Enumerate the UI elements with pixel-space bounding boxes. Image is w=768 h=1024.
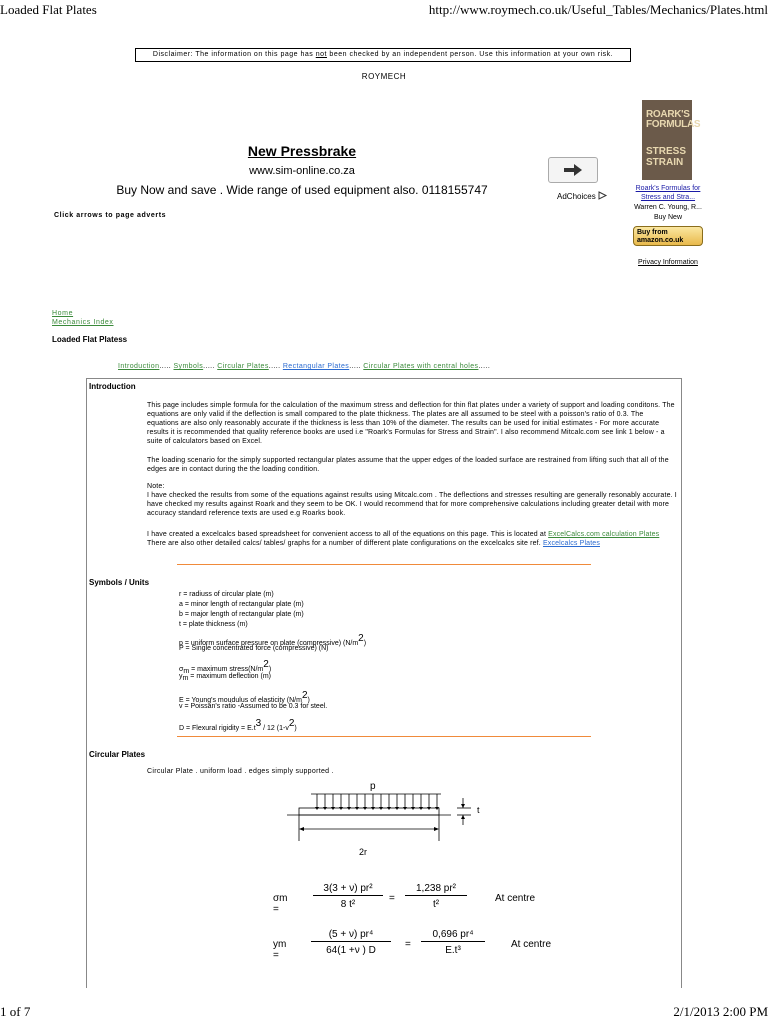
f2-fraction-bar-2 — [421, 941, 485, 942]
section-divider — [177, 564, 591, 565]
f1-location: At centre — [495, 893, 536, 904]
intro-paragraph-4 — [147, 530, 677, 548]
ad-description[interactable]: Buy Now and save . Wide range of used equipment also. 0118155747 — [116, 183, 488, 197]
book-title-link[interactable]: Roark's Formulas for Stress and Stra... — [635, 185, 701, 201]
symbol-close: ) — [307, 697, 310, 704]
f2-numerator: (5 + ν) pr⁴ — [328, 929, 374, 940]
f2-numerator-2: 0,696 pr⁴ — [432, 929, 474, 940]
symbol-p-text: p = uniform surface pressure on plate (compressive) (N/m — [179, 640, 359, 647]
sigma-symbol: σ — [179, 666, 184, 673]
toc-circular-holes[interactable]: Circular Plates with central holes — [363, 363, 479, 370]
symbol-E-text: E = Young's moudulus of elasticity (N/m — [179, 697, 302, 704]
print-header-url: http://www.roymech.co.uk/Useful_Tables/Mechanics/Plates.html — [428, 2, 768, 17]
y-symbol: y — [179, 673, 183, 680]
mechanics-index-link[interactable]: Mechanics Index — [52, 319, 114, 326]
toc-introduction[interactable]: Introduction — [118, 363, 160, 370]
symbol-a: a = minor length of rectangular plate (m) — [179, 601, 304, 608]
toc-sep: ..... — [159, 363, 172, 370]
excelcalcs-calc-link[interactable]: ExcelCalcs.com calculation Plates — [548, 531, 660, 538]
book-cover-subtitle: STRESS STRAIN — [646, 146, 687, 168]
f2-denominator: 64(1 +ν ) D — [326, 945, 376, 956]
site-name: ROYMECH — [361, 72, 407, 81]
f1-fraction-bar — [313, 895, 383, 896]
superscript: 3 — [255, 718, 262, 729]
toc-sep: ..... — [478, 363, 491, 370]
symbol-close: ) — [294, 725, 297, 732]
superscript: 2 — [301, 690, 308, 701]
symbols-heading: Symbols / Units — [89, 578, 150, 587]
f2-fraction-bar — [311, 941, 391, 942]
symbol-close: ) — [268, 666, 272, 673]
symbol-v: v = Poissan's ratio -Assumed to be 0.3 for steel. — [179, 703, 328, 710]
intro-p4-text: I have created a excelcalcs based spreadsheet for convenient access to all of the equations on this page. This is located at — [147, 531, 549, 538]
ad-title[interactable]: New Pressbrake — [247, 143, 357, 159]
symbol-D-text: D = Flexural rigidity = E.t — [179, 725, 256, 732]
print-footer-datetime: 2/1/2013 2:00 PM — [673, 1004, 768, 1019]
symbol-t: t = plate thickness (m) — [179, 621, 248, 628]
adchoices-label: AdChoices — [557, 192, 596, 201]
f1-denominator: 8 t² — [340, 899, 356, 910]
section-divider — [177, 736, 591, 737]
circular-plates-heading: Circular Plates — [89, 750, 146, 759]
print-header-title: Loaded Flat Plates — [0, 2, 97, 17]
symbol-y — [179, 673, 271, 682]
buy-new-label: Buy New — [653, 214, 682, 221]
book-author: Warren C. Young, R... — [634, 204, 702, 211]
symbol-D — [179, 718, 297, 732]
privacy-link[interactable]: Privacy Information — [638, 259, 698, 266]
symbol-close: ) — [363, 640, 367, 647]
book-cover-image[interactable] — [642, 100, 701, 180]
adchoices-icon — [598, 191, 607, 200]
f2-equals: = — [405, 939, 411, 950]
ad-url[interactable]: www.sim-online.co.za — [249, 165, 355, 177]
f1-denominator-2: t² — [432, 899, 440, 910]
excelcalcs-plates-link[interactable]: Excelcalcs Plates — [542, 540, 600, 547]
print-footer-page: 1 of 7 — [0, 1004, 31, 1019]
superscript: 2 — [358, 633, 364, 644]
symbol-P: P = Single concentrated force (compressive) (N) — [179, 645, 329, 652]
book-cover-title: ROARK'S FORMULAS — [646, 109, 701, 130]
symbol-y-text: = maximum deflection (m) — [188, 673, 272, 680]
disclaimer-not: not — [315, 51, 327, 58]
symbol-r: r = radiuss of circular plate (m) — [179, 591, 274, 598]
symbol-b: b = major length of rectangular plate (m) — [179, 611, 304, 618]
subscript: m — [182, 675, 189, 682]
introduction-heading: Introduction — [89, 382, 136, 391]
disclaimer-text-end: been checked by an independent person. Use this information at your own risk. — [326, 51, 614, 58]
intro-note-label: Note: — [147, 483, 165, 490]
toc-sep: ..... — [203, 363, 215, 370]
table-of-contents — [118, 363, 490, 370]
buy-amazon-button[interactable]: Buy from amazon.co.uk — [633, 226, 703, 246]
intro-paragraph-2: The loading scenario for the simply supported rectangular plates assume that the upper edges of the loaded surface are restrained from lifting such that all of the edges are in contact during the the loading condition. — [147, 457, 669, 473]
f1-numerator-2: 1,238 pr² — [415, 883, 457, 894]
circular-caption: Circular Plate . uniform load . edges simply supported . — [147, 768, 334, 775]
home-link[interactable]: Home — [52, 310, 74, 317]
plate-diagram — [287, 777, 487, 863]
diagram-label-p: p — [370, 781, 376, 792]
diagram-label-2r: 2r — [359, 847, 368, 857]
f1-equals: = — [389, 893, 395, 904]
disclaimer-text: Disclaimer: The information on this page has — [152, 51, 316, 58]
ad-next-button[interactable] — [548, 157, 598, 183]
subscript: m — [183, 668, 190, 675]
intro-paragraph-1: This page includes simple formula for the calculation of the maximum stress and deflection for thin flat plates under a variety of support and loading conditons. The equations are only valid if the deflection is small compared to the plate thickness. The plates are all assumed to be steel with a poisson's ratio of 0.3. The equations are also only reasonably accurate if the thickness is less than 10% of the diameter. The results can be used for initial estimates - For more accurate results it is recommended that quality reference books are used i.e "Roark's Formulas for Stress and Strain". I also recommend Mitcalc.com see link 1 below - a suite of calculators based on Excel. — [147, 402, 675, 445]
toc-circular-plates[interactable]: Circular Plates — [217, 363, 269, 370]
diagram-label-t: t — [477, 805, 480, 815]
f2-location: At centre — [511, 939, 552, 950]
disclaimer-box — [135, 48, 631, 62]
toc-rectangular-plates[interactable]: Rectangular Plates — [282, 363, 350, 370]
superscript: 2 — [263, 659, 269, 670]
symbol-D-mid: / 12 (1-v — [261, 725, 289, 732]
symbol-sigma-text: = maximum stress(N/m — [189, 666, 264, 673]
toc-sep: ..... — [268, 363, 281, 370]
page-title: Loaded Flat Platess — [52, 335, 128, 344]
adchoices-link[interactable] — [557, 191, 607, 201]
f1-fraction-bar-2 — [405, 895, 467, 896]
toc-symbols[interactable]: Symbols — [173, 363, 204, 370]
click-arrows-hint: Click arrows to page adverts — [54, 212, 167, 219]
content-panel — [86, 378, 682, 988]
superscript: 2 — [288, 718, 295, 729]
symbol-E — [179, 690, 310, 704]
toc-sep: ..... — [349, 363, 361, 370]
intro-p4-text-end: There are also other detailed calcs/ tables/ graphs for a number of different plate configurations on the excelcalcs site ref. — [147, 540, 541, 547]
arrow-right-icon — [564, 164, 582, 176]
intro-paragraph-3: I have checked the results from some of the equations against results using Mitcalc.com . The deflections and stresses resulting are generally resonably accurate. I have checked my results against Roark and they seem to be OK. I would recommend that for more comprehensive calculations including greater detail with more accuracy standard reference texts are used e.g Roarks book. — [147, 492, 677, 517]
f2-lhs: ym = — [273, 939, 287, 961]
f1-lhs: σm = — [273, 893, 288, 915]
f2-denominator-2: E.t³ — [445, 945, 461, 956]
ad-banner[interactable] — [87, 137, 617, 205]
f1-numerator: 3(3 + ν) pr² — [323, 883, 373, 894]
